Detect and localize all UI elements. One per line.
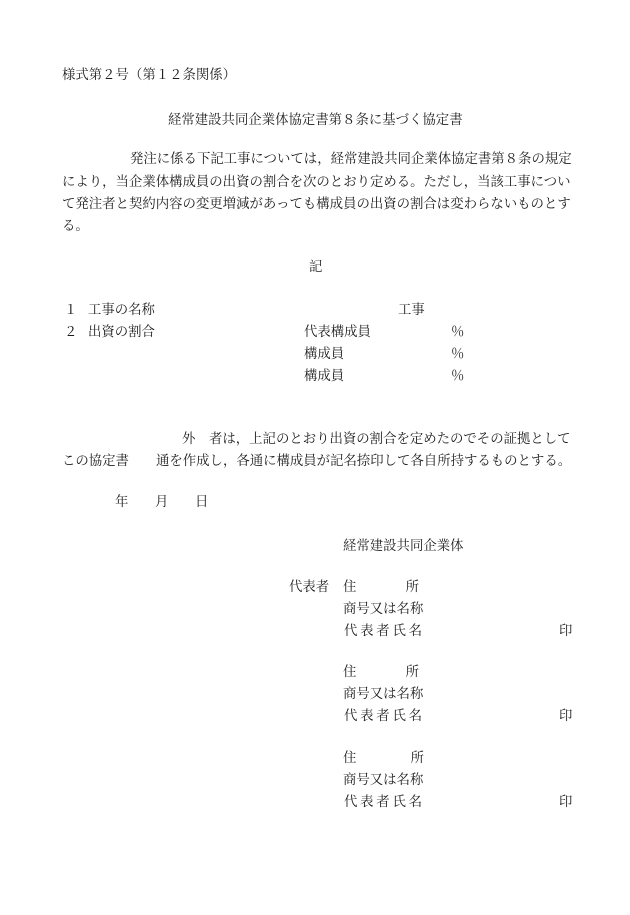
company-name-label: 商号又は名称 xyxy=(343,773,424,788)
item1-construction-suffix: 工事 xyxy=(398,303,425,318)
preamble-line-3: て発注者と契約内容の変更増減があっても構成員の出資の割合は変わらないものとす xyxy=(62,197,571,212)
share-percent-unit: ％ xyxy=(451,325,465,340)
share-percent-unit: ％ xyxy=(451,369,465,384)
jv-name: 経常建設共同企業体 xyxy=(343,539,464,554)
closing-line-2-start: この協定書 xyxy=(62,454,129,469)
preamble-line-1: 発注に係る下記工事については，経常建設共同企業体協定書第８条の規定 xyxy=(130,152,572,167)
seal-mark: 印 xyxy=(559,795,573,810)
share-member-lead: 代表構成員 xyxy=(304,325,371,340)
representative-name-label: 代表者氏名 xyxy=(344,624,422,639)
closing-line-1: 者は，上記のとおり出資の割合を定めたのでその証拠として xyxy=(209,432,571,447)
share-percent-unit: ％ xyxy=(451,347,465,362)
date-year-label: 年 xyxy=(115,495,129,510)
member-signature-block xyxy=(0,580,630,642)
address-label: 住所 xyxy=(343,751,424,766)
ki-heading: 記 xyxy=(309,260,323,275)
form-number: 様式第２号（第１２条関係） xyxy=(62,68,237,83)
company-name-label: 商号又は名称 xyxy=(343,687,424,702)
member-signature-block xyxy=(0,665,630,727)
seal-mark: 印 xyxy=(559,624,573,639)
preamble-line-2: により，当企業体構成員の出資の割合を次のとおり定める。ただし，当該工事につい xyxy=(62,175,571,190)
seal-mark: 印 xyxy=(559,709,573,724)
company-name-label: 商号又は名称 xyxy=(343,602,424,617)
closing-copies-prefix: 外 xyxy=(182,432,196,447)
date-day-label: 日 xyxy=(195,495,209,510)
date-month-label: 月 xyxy=(155,495,169,510)
document-title: 経常建設共同企業体協定書第８条に基づく協定書 xyxy=(168,113,463,128)
share-member: 構成員 xyxy=(304,347,345,362)
closing-line-2: 通を作成し，各通に構成員が記名捺印して各自所持するものとする。 xyxy=(156,454,572,469)
item1-label: 工事の名称 xyxy=(88,303,155,318)
item2-label: 出資の割合 xyxy=(88,325,155,340)
share-member: 構成員 xyxy=(304,369,345,384)
preamble-line-4: る。 xyxy=(62,219,89,234)
address-label: 住所 xyxy=(343,665,419,680)
representative-name-label: 代表者氏名 xyxy=(344,709,422,724)
item2-number: ２ xyxy=(64,325,78,340)
representative-label: 代表者 xyxy=(289,580,330,595)
representative-name-label: 代表者氏名 xyxy=(344,795,422,810)
item1-number: １ xyxy=(64,303,78,318)
member-signature-block xyxy=(0,751,630,813)
address-label: 住所 xyxy=(343,580,419,595)
